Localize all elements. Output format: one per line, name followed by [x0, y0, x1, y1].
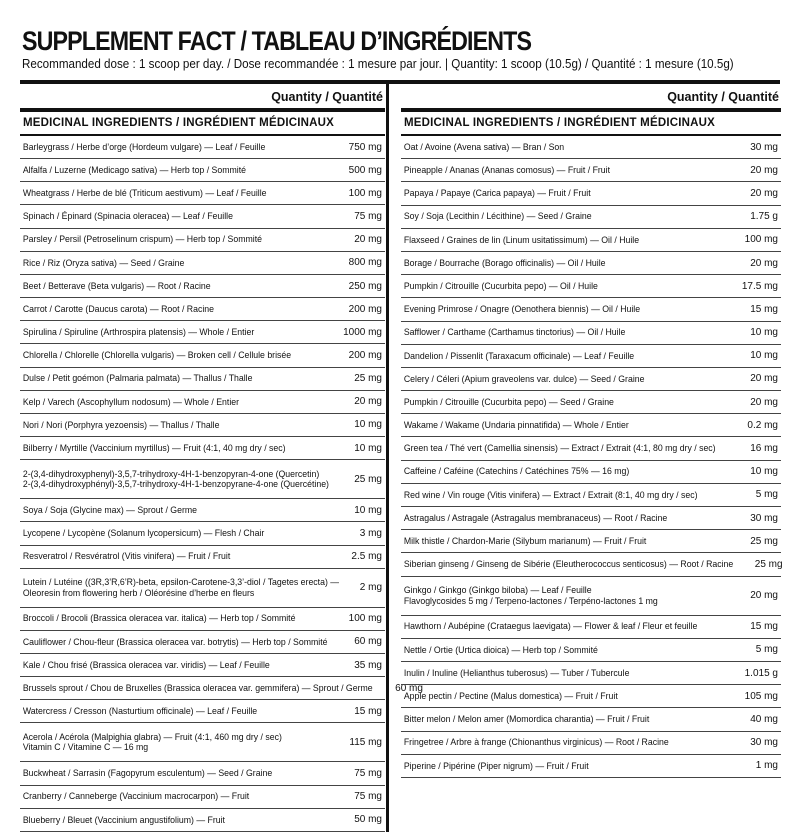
ingredient-name: [20, 443, 334, 454]
ingredient-name-line: Pumpkin / Citrouille (Cucurbita pepo) — Oil / Huile: [403, 280, 598, 291]
ingredient-amount: 10 mg: [750, 327, 778, 339]
ingredient-name-line: Dulse / Petit goémon (Palmaria palmata) — Thallus / Thalle: [22, 373, 253, 384]
ingredient-name: [20, 350, 328, 361]
ingredient-name: [20, 327, 323, 338]
ingredient-name-line: Carrot / Carotte (Daucus carota) — Root / Racine: [22, 303, 214, 314]
ingredient-name: [401, 691, 724, 702]
ingredient-list: [401, 136, 781, 778]
ingredient-amount: 250 mg: [348, 280, 382, 292]
ingredient-name-line: Spinach / Épinard (Spinacia oleracea) — Leaf / Feuille: [22, 211, 233, 222]
ingredient-name: [20, 768, 334, 779]
ingredient-name: [401, 714, 729, 725]
ingredient-row: [401, 322, 781, 345]
ingredient-amount: 1.75 g: [750, 211, 778, 223]
ingredient-amount: 5 mg: [755, 489, 778, 501]
ingredient-name-line: Brussels sprout / Chou de Bruxelles (Brassica oleracea var. gemmifera) — Sprout / Germe: [22, 682, 373, 693]
ingredient-amount: 1000 mg: [343, 326, 382, 338]
ingredient-row: [20, 499, 385, 522]
ingredient-name-line: Papaya / Papaye (Carica papaya) — Fruit / Fruit: [403, 188, 591, 199]
ingredient-name-line: Evening Primrose / Onagre (Oenothera biennis) — Oil / Huile: [403, 304, 641, 315]
ingredient-name: [20, 528, 339, 539]
ingredient-row: [401, 206, 781, 229]
ingredient-row: [20, 344, 385, 367]
ingredient-amount: 100 mg: [348, 613, 382, 625]
ingredient-amount: 25 mg: [354, 373, 382, 385]
ingredient-name: [401, 165, 729, 176]
ingredient-amount: 2 mg: [359, 582, 383, 594]
ingredient-amount: 200 mg: [348, 303, 382, 315]
ingredient-name: [20, 397, 334, 408]
ingredient-amount: 20 mg: [750, 187, 778, 199]
ingredient-name: [20, 211, 334, 222]
ingredient-amount: 25 mg: [754, 558, 783, 570]
ingredient-amount: 30 mg: [750, 512, 778, 524]
ingredient-row: [401, 391, 781, 414]
ingredient-amount: 20 mg: [354, 234, 382, 246]
ingredient-name: [401, 281, 721, 292]
ingredient-amount: 15 mg: [354, 705, 382, 717]
ingredient-name: [401, 142, 729, 153]
ingredient-name-line: Siberian ginseng / Ginseng de Sibérie (Eleutherococcus senticosus) — Root / Racine: [403, 559, 734, 570]
ingredient-name-line: Lycopene / Lycopène (Solanum lycopersicum) — Flesh / Chair: [22, 528, 265, 539]
ingredient-amount: 20 mg: [750, 164, 778, 176]
ingredient-row: [20, 368, 385, 391]
ingredient-amount: 10 mg: [750, 466, 778, 478]
ingredient-row: [20, 275, 385, 298]
ingredient-name: [20, 469, 334, 490]
ingredient-name: [401, 420, 726, 431]
ingredient-amount: 500 mg: [348, 164, 382, 176]
ingredient-row: [401, 732, 781, 755]
ingredient-name-line: Vitamin C / Vitamine C — 16 mg: [22, 742, 149, 753]
ingredient-name: [20, 165, 328, 176]
ingredient-name: [401, 621, 729, 632]
ingredient-row: [20, 677, 423, 700]
ingredient-name: [401, 443, 729, 454]
ingredient-name-line: Cranberry / Canneberge (Vaccinium macrocarpon) — Fruit: [22, 791, 250, 802]
ingredient-name-line: Resveratrol / Resvératrol (Vitis vinifera) — Fruit / Fruit: [22, 551, 231, 562]
ingredient-row: [20, 298, 385, 321]
ingredient-row: [20, 229, 385, 252]
ingredient-name: [401, 374, 729, 385]
ingredient-name-line: Astragalus / Astragale (Astragalus membranaceus) — Root / Racine: [403, 512, 668, 523]
ingredient-amount: 10 mg: [354, 419, 382, 431]
ingredient-name: [401, 559, 733, 570]
dose-subtitle: Recommanded dose : 1 scoop per day. / Dose recommandée : 1 mesure par jour. | Quantity: 1 scoop (10.5g) / Quantité : 1 mesure (10.5g): [22, 57, 734, 71]
ingredient-amount: 25 mg: [750, 535, 778, 547]
ingredient-name: [401, 188, 729, 199]
ingredient-name: [401, 536, 729, 547]
ingredient-row: [401, 252, 781, 275]
ingredient-name: [20, 551, 331, 562]
ingredient-amount: 35 mg: [354, 659, 382, 671]
ingredient-row: [20, 182, 385, 205]
ingredient-name: [20, 706, 334, 717]
ingredient-amount: 20 mg: [354, 396, 382, 408]
ingredient-row: [401, 708, 781, 731]
ingredient-name: [401, 645, 734, 656]
ingredient-row: [401, 530, 781, 553]
ingredient-amount: 1 mg: [755, 760, 778, 772]
ingredient-amount: 30 mg: [750, 737, 778, 749]
ingredient-name: [20, 258, 328, 269]
ingredient-name-line: Chlorella / Chlorelle (Chlorella vulgaris) — Broken cell / Cellule brisée: [22, 350, 292, 361]
ingredient-name: [401, 235, 724, 246]
ingredient-name-line: Inulin / Inuline (Helianthus tuberosus) — Tuber / Tubercule: [403, 667, 630, 678]
ingredient-row: [20, 723, 385, 762]
ingredient-amount: 200 mg: [348, 349, 382, 361]
ingredient-name-line: Pineapple / Ananas (Ananas comosus) — Fruit / Fruit: [403, 165, 611, 176]
quantity-header: Quantity / Quantité: [271, 90, 383, 104]
ingredient-amount: 115 mg: [349, 736, 382, 748]
ingredient-amount: 15 mg: [750, 621, 778, 633]
ingredient-name-line: Apple pectin / Pectine (Malus domestica) — Fruit / Fruit: [403, 690, 618, 701]
ingredient-name: [20, 577, 339, 598]
ingredient-amount: 75 mg: [354, 768, 382, 780]
ingredient-name: [401, 397, 729, 408]
ingredient-name-line: Flavoglycosides 5 mg / Terpeno-lactones / Terpéno-lactones 1 mg: [403, 595, 658, 606]
right-column: [401, 84, 781, 778]
ingredient-name: [401, 585, 729, 606]
ingredient-name-line: Piperine / Pipérine (Piper nigrum) — Fruit / Fruit: [403, 760, 589, 771]
ingredient-name: [20, 613, 328, 624]
ingredient-row: [20, 391, 385, 414]
ingredient-name-line: Nettle / Ortie (Urtica dioica) — Herb top / Sommité: [403, 644, 598, 655]
ingredient-name-line: Barleygrass / Herbe d’orge (Hordeum vulgare) — Leaf / Feuille: [22, 141, 266, 152]
ingredient-name-line: Kelp / Varech (Ascophyllum nodosum) — Whole / Entier: [22, 396, 240, 407]
ingredient-name-line: Alfalfa / Luzerne (Medicago sativa) — Herb top / Sommité: [22, 164, 247, 175]
ingredient-name-line: Wakame / Wakame (Undaria pinnatifida) — Whole / Entier: [403, 420, 629, 431]
ingredient-row: [401, 159, 781, 182]
ingredient-name: [401, 211, 729, 222]
ingredient-name: [401, 737, 729, 748]
ingredient-row: [401, 755, 781, 778]
ingredient-row: [20, 608, 385, 631]
ingredient-amount: 75 mg: [354, 211, 382, 223]
ingredient-row: [401, 577, 781, 616]
ingredient-row: [20, 809, 385, 832]
ingredient-row: [20, 700, 385, 723]
ingredient-row: [20, 786, 385, 809]
ingredient-amount: 30 mg: [750, 141, 778, 153]
ingredient-amount: 60 mg: [395, 682, 423, 694]
ingredient-row: [20, 631, 385, 654]
ingredient-row: [401, 275, 781, 298]
ingredient-name-line: Spirulina / Spiruline (Arthrospira platensis) — Whole / Entier: [22, 327, 255, 338]
ingredient-amount: 10 mg: [354, 442, 382, 454]
ingredient-name: [401, 258, 729, 269]
ingredient-amount: 17.5 mg: [741, 280, 778, 292]
ingredient-name-line: Green tea / Thé vert (Camellia sinensis) — Extract / Extrait (4:1, 80 mg dry / sec): [403, 443, 716, 454]
ingredient-name-line: Pumpkin / Citrouille (Cucurbita pepo) — Seed / Graine: [403, 396, 614, 407]
ingredient-row: [401, 461, 781, 484]
ingredient-name: [20, 281, 328, 292]
ingredient-name-line: 2-(3,4-dihydroxyphenyl)-3,5,7-trihydroxy-4H-1-benzopyran-4-one (Quercetin): [22, 468, 320, 479]
ingredient-row: [20, 321, 385, 344]
ingredient-name-line: Buckwheat / Sarrasin (Fagopyrum esculentum) — Seed / Graine: [22, 768, 273, 779]
ingredient-name: [20, 683, 373, 694]
ingredient-name-line: Blueberry / Bleuet (Vaccinium angustifolium) — Fruit: [22, 814, 225, 825]
ingredient-name-line: Hawthorn / Aubépine (Crataegus laevigata) — Flower & leaf / Fleur et feuille: [403, 621, 698, 632]
ingredient-name-line: Celery / Céleri (Apium graveolens var. dulce) — Seed / Graine: [403, 373, 645, 384]
ingredient-amount: 60 mg: [354, 636, 382, 648]
ingredient-amount: 25 mg: [354, 473, 382, 485]
ingredient-name: [20, 188, 328, 199]
ingredient-name: [20, 420, 334, 431]
ingredient-row: [20, 437, 385, 460]
ingredient-row: [401, 553, 781, 576]
ingredient-row: [401, 368, 781, 391]
ingredient-name-line: Cauliflower / Chou-fleur (Brassica oleracea var. botrytis) — Herb top / Sommité: [22, 636, 328, 647]
ingredient-row: [401, 298, 781, 321]
ingredient-row: [401, 136, 781, 159]
ingredient-name-line: Parsley / Persil (Petroselinum crispum) — Herb top / Sommité: [22, 234, 262, 245]
ingredient-row: [401, 616, 781, 639]
ingredient-name-line: Soy / Soja (Lecithin / Lécithine) — Seed / Graine: [403, 211, 592, 222]
ingredient-row: [20, 762, 385, 785]
ingredient-name-line: Wheatgrass / Herbe de blé (Triticum aestivum) — Leaf / Feuille: [22, 188, 267, 199]
ingredient-name: [20, 637, 334, 648]
ingredient-name-line: Soya / Soja (Glycine max) — Sprout / Germe: [22, 505, 197, 516]
ingredient-name-line: Kale / Chou frisé (Brassica oleracea var. viridis) — Leaf / Feuille: [22, 659, 270, 670]
ingredient-row: [401, 437, 781, 460]
ingredient-name-line: Caffeine / Caféine (Catechins / Catéchines 75% — 16 mg): [403, 466, 630, 477]
ingredient-row: [20, 136, 385, 159]
ingredient-row: [401, 685, 781, 708]
ingredient-name: [20, 815, 334, 826]
ingredient-name-line: Oat / Avoine (Avena sativa) — Bran / Son: [403, 141, 565, 152]
ingredient-name-line: Flaxseed / Graines de lin (Linum usitatissimum) — Oil / Huile: [403, 234, 640, 245]
ingredient-amount: 105 mg: [744, 690, 778, 702]
ingredient-name: [401, 327, 729, 338]
ingredient-name-line: Nori / Nori (Porphyra yezoensis) — Thallus / Thalle: [22, 419, 220, 430]
ingredient-amount: 10 mg: [750, 350, 778, 362]
ingredient-amount: 0.2 mg: [747, 419, 778, 431]
ingredient-row: [401, 182, 781, 205]
ingredient-row: [20, 252, 385, 275]
ingredient-name-line: Lutein / Lutéine ((3R,3’R,6’R)-beta, epsilon-Carotene-3,3’-diol / Tagetes erecta) —: [22, 577, 340, 588]
ingredient-name: [401, 490, 734, 501]
ingredient-name: [20, 791, 334, 802]
ingredient-name-line: Milk thistle / Chardon-Marie (Silybum marianum) — Fruit / Fruit: [403, 536, 647, 547]
ingredient-row: [20, 522, 385, 545]
ingredient-name-line: Ginkgo / Ginkgo (Ginkgo biloba) — Leaf / Feuille: [403, 585, 592, 596]
ingredient-amount: 20 mg: [750, 373, 778, 385]
ingredient-amount: 100 mg: [744, 234, 778, 246]
ingredient-name: [401, 351, 729, 362]
ingredient-name: [401, 304, 729, 315]
ingredient-amount: 50 mg: [354, 814, 382, 826]
ingredient-amount: 2.5 mg: [351, 551, 382, 563]
ingredient-name-line: Rice / Riz (Oryza sativa) — Seed / Graine: [22, 257, 185, 268]
ingredient-row: [401, 639, 781, 662]
ingredient-name: [20, 142, 328, 153]
ingredient-list: [20, 136, 423, 832]
ingredient-name: [20, 505, 334, 516]
ingredient-row: [20, 546, 385, 569]
ingredient-name-line: Safflower / Carthame (Carthamus tinctorius) — Oil / Huile: [403, 327, 626, 338]
ingredient-name-line: Oleoresin from flowering herb / Oléorésine d’herbe en fleurs: [22, 587, 255, 598]
ingredient-name: [20, 234, 334, 245]
ingredient-name-line: Borage / Bourrache (Borago officinalis) — Oil / Huile: [403, 257, 606, 268]
ingredient-name: [401, 466, 729, 477]
ingredient-amount: 16 mg: [750, 443, 778, 455]
ingredient-name-line: Dandelion / Pissenlit (Taraxacum officinale) — Leaf / Feuille: [403, 350, 635, 361]
ingredient-name: [20, 732, 329, 753]
ingredient-amount: 5 mg: [755, 644, 778, 656]
left-column: [20, 84, 423, 832]
page-title: SUPPLEMENT FACT / TABLEAU D’INGRÉDIENTS: [22, 26, 532, 56]
ingredient-amount: 3 mg: [359, 527, 382, 539]
ingredient-name-line: Bitter melon / Melon amer (Momordica charantia) — Fruit / Fruit: [403, 714, 650, 725]
ingredient-name-line: Watercress / Cresson (Nasturtium officinale) — Leaf / Feuille: [22, 706, 258, 717]
ingredient-row: [401, 507, 781, 530]
ingredient-name: [401, 761, 734, 772]
section-header: MEDICINAL INGREDIENTS / INGRÉDIENT MÉDICINAUX: [401, 112, 781, 136]
quantity-header: Quantity / Quantité: [667, 90, 779, 104]
ingredient-amount: 1.015 g: [744, 667, 778, 679]
ingredient-row: [401, 662, 781, 685]
ingredient-name: [20, 304, 328, 315]
ingredient-amount: 20 mg: [750, 396, 778, 408]
ingredient-amount: 10 mg: [354, 504, 382, 516]
section-header: MEDICINAL INGREDIENTS / INGRÉDIENT MÉDICINAUX: [20, 112, 385, 136]
ingredient-row: [20, 205, 385, 228]
ingredient-name-line: Acerola / Acérola (Malpighia glabra) — Fruit (4:1, 460 mg dry / sec): [22, 731, 282, 742]
ingredient-amount: 75 mg: [354, 791, 382, 803]
ingredient-name: [401, 668, 724, 679]
ingredient-amount: 750 mg: [348, 141, 382, 153]
ingredient-row: [401, 484, 781, 507]
ingredient-row: [20, 654, 385, 677]
ingredient-name: [20, 660, 334, 671]
ingredient-row: [401, 345, 781, 368]
ingredient-amount: 100 mg: [348, 187, 382, 199]
ingredient-row: [20, 159, 385, 182]
ingredient-row: [401, 229, 781, 252]
ingredient-amount: 40 mg: [750, 713, 778, 725]
ingredient-row: [401, 414, 781, 437]
ingredient-row: [20, 460, 385, 499]
ingredient-amount: 20 mg: [750, 590, 778, 602]
ingredient-name-line: Red wine / Vin rouge (Vitis vinifera) — Extract / Extrait (8:1, 40 mg dry / sec): [403, 489, 698, 500]
ingredient-row: [20, 569, 385, 608]
column-divider: [386, 84, 389, 832]
ingredient-amount: 800 mg: [348, 257, 382, 269]
ingredient-name-line: Bilberry / Myrtille (Vaccinium myrtillus) — Fruit (4:1, 40 mg dry / sec): [22, 442, 286, 453]
ingredient-name: [401, 513, 729, 524]
ingredient-name-line: Beet / Betterave (Beta vulgaris) — Root / Racine: [22, 280, 211, 291]
ingredient-name-line: Fringetree / Arbre à frange (Chionanthus virginicus) — Root / Racine: [403, 737, 669, 748]
ingredient-name-line: Broccoli / Brocoli (Brassica oleracea var. italica) — Herb top / Sommité: [22, 613, 296, 624]
ingredient-name-line: 2-(3,4-dihydroxyphényl)-3,5,7-trihydroxy-4H-1-benzopyrane-4-one (Quercétine): [22, 479, 329, 490]
ingredient-amount: 20 mg: [750, 257, 778, 269]
ingredient-row: [20, 414, 385, 437]
ingredient-amount: 15 mg: [750, 303, 778, 315]
ingredient-name: [20, 373, 334, 384]
